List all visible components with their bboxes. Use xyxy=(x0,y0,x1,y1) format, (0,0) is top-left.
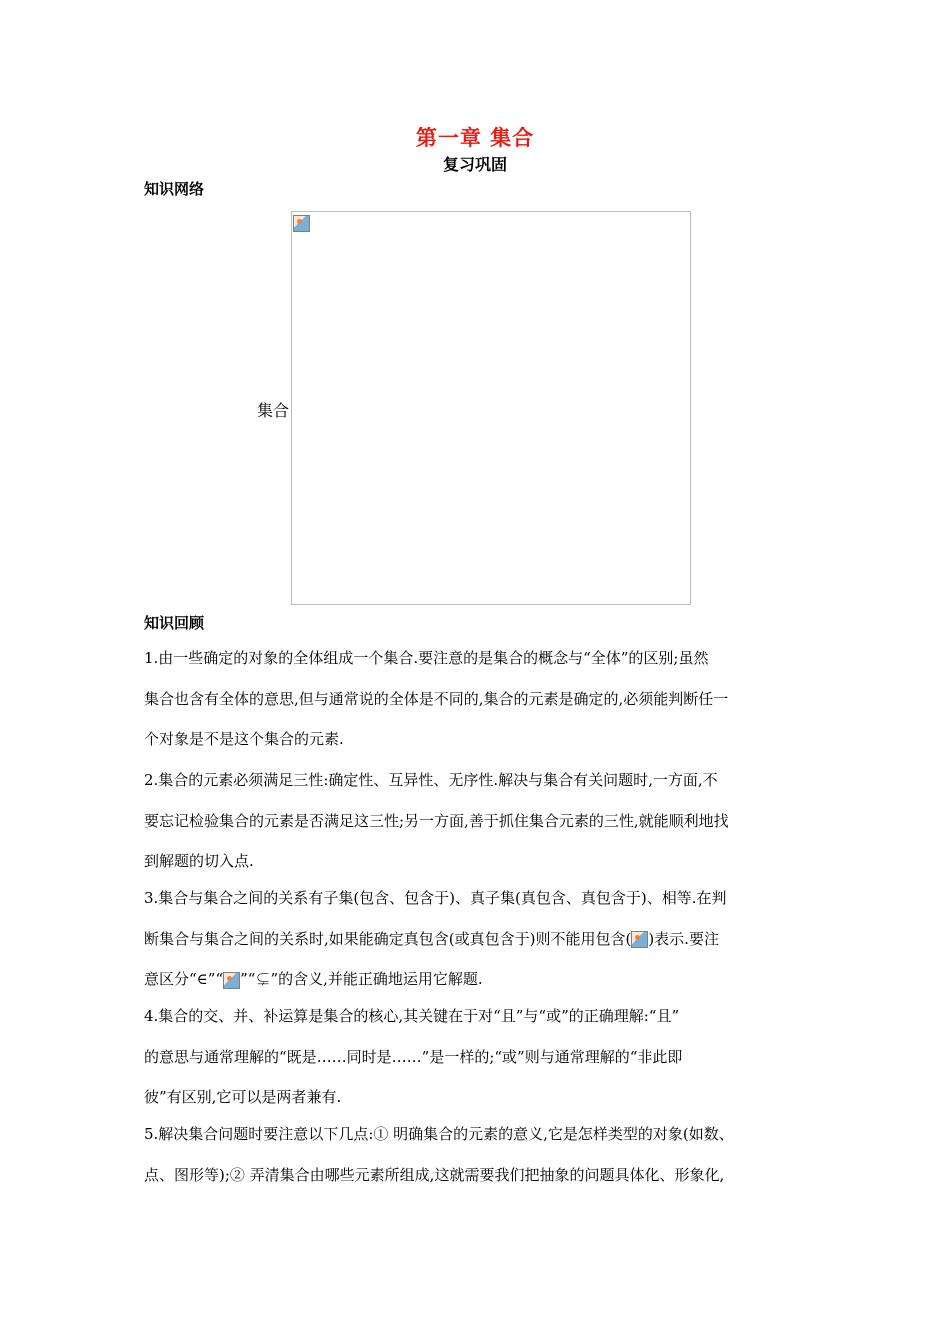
chapter-title: 第一章 集合 xyxy=(415,126,535,150)
paragraph-text: 意区分“∈”“ xyxy=(144,970,224,988)
paragraph-5 xyxy=(144,1114,814,1195)
paragraph-line: 4.集合的交、并、补运算是集合的核心,其关键在于对“且”与“或”的正确理解:“且” xyxy=(144,1007,680,1025)
paragraph-line: 到解题的切入点. xyxy=(144,852,254,870)
paragraph-4 xyxy=(144,996,814,1118)
paragraph-line: 集合也含有全体的意思,但与通常说的全体是不同的,集合的元素是确定的,必须能判断任一 xyxy=(144,689,729,708)
paragraph-line: 2.集合的元素必须满足三性:确定性、互异性、无序性.解决与集合有关问题时,一方面,不 xyxy=(144,771,718,789)
paragraph-line: 的意思与通常理解的“既是……同时是……”是一样的;“或”则与通常理解的“非此即 xyxy=(144,1047,683,1066)
paragraph-text: 断集合与集合之间的关系时,如果能确定真包含(或真包含于)则不能用包含( xyxy=(144,929,632,948)
paragraph-line: 彼”有区别,它可以是两者兼有. xyxy=(144,1088,342,1106)
broken-image-icon xyxy=(223,972,240,989)
paragraph-2 xyxy=(144,760,814,882)
paragraph-line xyxy=(144,959,814,1000)
chapter-subtitle: 复习巩固 xyxy=(442,155,507,174)
paragraph-line: 5.解决集合问题时要注意以下几点:① 明确集合的元素的意义,它是怎样类型的对象(如数、 xyxy=(144,1125,734,1143)
paragraph-line: 要忘记检验集合的元素是否满足这三性;另一方面,善于抓住集合元素的三性,就能顺利地找 xyxy=(144,811,729,830)
broken-image-icon xyxy=(293,215,310,232)
paragraph-text: )表示.要注 xyxy=(648,929,719,948)
paragraph-line: 个对象是不是这个集合的元素. xyxy=(144,730,344,748)
paragraph-line xyxy=(144,919,814,960)
paragraph-line: 3.集合与集合之间的关系有子集(包含、包含于)、真子集(真包含、真包含于)、相等.在判 xyxy=(144,889,727,907)
section-heading-knowledge-review: 知识回顾 xyxy=(144,614,205,632)
section-heading-knowledge-network: 知识网络 xyxy=(144,180,205,198)
paragraph-1 xyxy=(144,638,814,760)
paragraph-line: 1.由一些确定的对象的全体组成一个集合.要注意的是集合的概念与“全体”的区别;虽然 xyxy=(144,649,709,667)
broken-image-icon xyxy=(631,931,648,948)
paragraph-line: 点、图形等);② 弄清集合由哪些元素所组成,这就需要我们把抽象的问题具体化、形象化, xyxy=(144,1165,725,1184)
paragraph-text: ”“⊊”的含义,并能正确地运用它解题. xyxy=(240,970,483,988)
figure-label: 集合 xyxy=(257,401,290,420)
paragraph-3 xyxy=(144,878,814,1000)
knowledge-network-figure xyxy=(291,211,691,605)
